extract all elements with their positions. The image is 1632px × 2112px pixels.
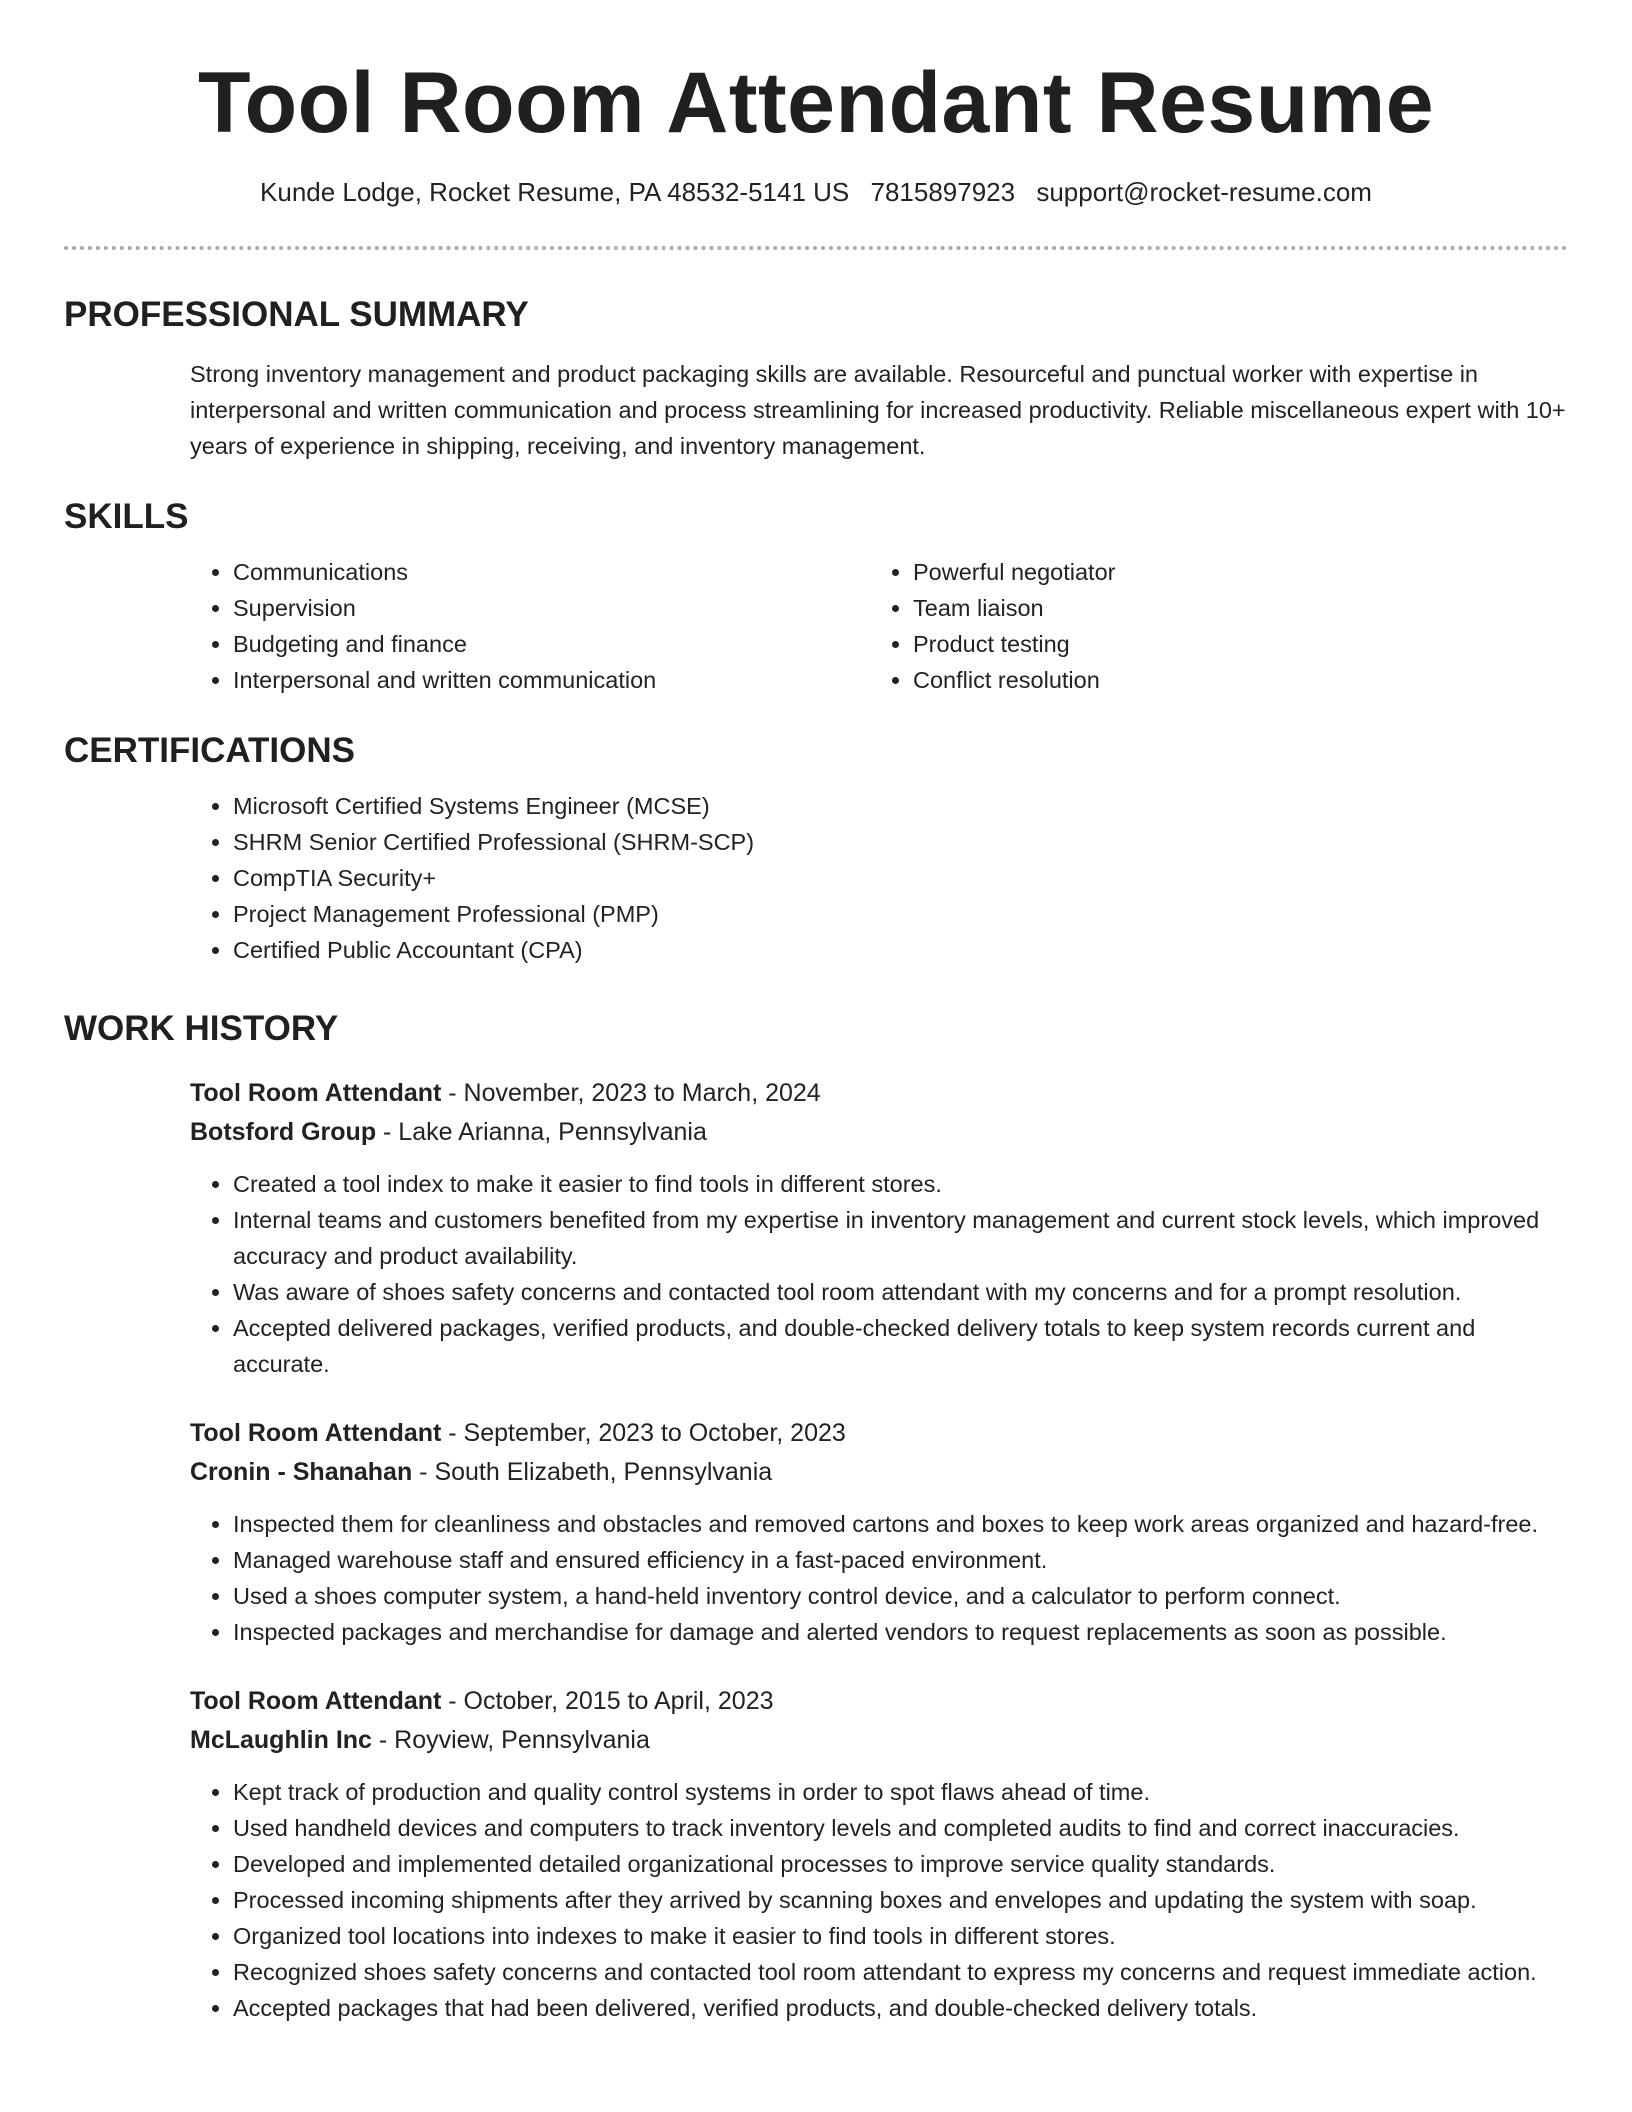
contact-phone: 7815897923 — [870, 177, 1016, 208]
job-title: Tool Room Attendant — [190, 1687, 442, 1716]
certifications-heading: CERTIFICATIONS — [64, 731, 356, 771]
job-duty-item: • Inspected them for cleanliness and obstacles and removed cartons and boxes to keep work areas organized and hazard-free. — [233, 1506, 1568, 1542]
job-title-line — [190, 1414, 1568, 1453]
skill-item: • Supervision — [233, 590, 870, 626]
summary-heading: PROFESSIONAL SUMMARY — [64, 295, 529, 335]
certification-item: • SHRM Senior Certified Professional (SHRM-SCP) — [233, 824, 1568, 860]
job-location: - South Elizabeth, Pennsylvania — [412, 1458, 773, 1487]
certification-item: • Project Management Professional (PMP) — [233, 896, 1568, 932]
job-dates: - October, 2015 to April, 2023 — [441, 1687, 774, 1716]
job-duty-item: • Recognized shoes safety concerns and contacted tool room attendant to express my concerns and request immediate action. — [233, 1954, 1568, 1990]
job-duty-item: • Managed warehouse staff and ensured efficiency in a fast-paced environment. — [233, 1542, 1568, 1578]
job-duty-item: • Used a shoes computer system, a hand-held inventory control device, and a calculator to perform connect. — [233, 1578, 1568, 1614]
job-duty-item: • Inspected packages and merchandise for damage and alerted vendors to request replacements as soon as possible. — [233, 1614, 1568, 1650]
skills-column-left — [190, 554, 870, 698]
work-history-heading: WORK HISTORY — [64, 1009, 339, 1049]
skill-item: • Communications — [233, 554, 870, 590]
job-duty-item: • Kept track of production and quality control systems in order to spot flaws ahead of time. — [233, 1774, 1568, 1810]
skills-column-right — [870, 554, 1115, 698]
job-company: McLaughlin Inc — [190, 1726, 372, 1755]
job-duty-item: • Was aware of shoes safety concerns and contacted tool room attendant with my concerns and for a prompt resolution. — [233, 1274, 1568, 1310]
job-dates: - November, 2023 to March, 2024 — [441, 1079, 821, 1108]
job-title-line — [190, 1682, 1568, 1721]
certifications-section — [0, 730, 1632, 968]
skill-item: • Conflict resolution — [913, 662, 1115, 698]
skills-heading: SKILLS — [64, 497, 189, 537]
job-entry — [190, 1414, 1568, 1650]
job-duty-item: • Processed incoming shipments after they arrived by scanning boxes and envelopes and updating the system with soap. — [233, 1882, 1568, 1918]
contact-address: Kunde Lodge, Rocket Resume, PA 48532-5141 US — [260, 177, 850, 208]
job-entry — [190, 1074, 1568, 1382]
skill-item: • Budgeting and finance — [233, 626, 870, 662]
job-location: - Lake Arianna, Pennsylvania — [376, 1118, 707, 1147]
certifications-list — [190, 788, 1568, 968]
certification-item: • CompTIA Security+ — [233, 860, 1568, 896]
job-duty-item: • Used handheld devices and computers to track inventory levels and completed audits to find and correct inaccuracies. — [233, 1810, 1568, 1846]
job-duty-item: • Developed and implemented detailed organizational processes to improve service quality standards. — [233, 1846, 1568, 1882]
skills-section — [0, 496, 1632, 698]
job-duties — [190, 1506, 1568, 1650]
job-company: Cronin - Shanahan — [190, 1458, 413, 1487]
certification-item: • Microsoft Certified Systems Engineer (MCSE) — [233, 788, 1568, 824]
job-title: Tool Room Attendant — [190, 1079, 442, 1108]
summary-section — [0, 294, 1632, 464]
job-company: Botsford Group — [190, 1118, 377, 1147]
job-duty-item: • Organized tool locations into indexes to make it easier to find tools in different stores. — [233, 1918, 1568, 1954]
job-title: Tool Room Attendant — [190, 1419, 442, 1448]
job-duty-item: • Internal teams and customers benefited from my expertise in inventory management and current stock levels, which improved accuracy and product availability. — [233, 1202, 1568, 1274]
job-title-line — [190, 1074, 1568, 1113]
job-company-line — [190, 1113, 1568, 1152]
page-title: Tool Room Attendant Resume — [197, 55, 1435, 151]
skill-item: • Team liaison — [913, 590, 1115, 626]
job-location: - Royview, Pennsylvania — [371, 1726, 650, 1755]
job-company-line — [190, 1721, 1568, 1760]
work-history-section — [0, 1008, 1632, 2026]
skill-item: • Interpersonal and written communication — [233, 662, 870, 698]
header-divider — [64, 246, 1568, 250]
certification-item: • Certified Public Accountant (CPA) — [233, 932, 1568, 968]
job-duty-item: • Accepted delivered packages, verified products, and double-checked delivery totals to keep system records current and accurate. — [233, 1310, 1568, 1382]
job-dates: - September, 2023 to October, 2023 — [441, 1419, 846, 1448]
summary-text: Strong inventory management and product packaging skills are available. Resourceful and punctual worker with expertise in interpersonal and written communication and process streamlining for increased productivity. Reliable miscellaneous expert with 10+ years of experience in shipping, receiving, and inventory management. — [190, 361, 1566, 460]
job-duty-item: • Created a tool index to make it easier to find tools in different stores. — [233, 1166, 1568, 1202]
job-company-line — [190, 1453, 1568, 1492]
skill-item: • Powerful negotiator — [913, 554, 1115, 590]
skills-list — [190, 554, 1568, 698]
job-duties — [190, 1774, 1568, 2026]
skill-item: • Product testing — [913, 626, 1115, 662]
contact-line — [0, 177, 1632, 208]
job-entry — [190, 1682, 1568, 2026]
job-duty-item: • Accepted packages that had been delivered, verified products, and double-checked delivery totals. — [233, 1990, 1568, 2026]
job-duties — [190, 1166, 1568, 1382]
contact-email: support@rocket-resume.com — [1036, 177, 1372, 208]
